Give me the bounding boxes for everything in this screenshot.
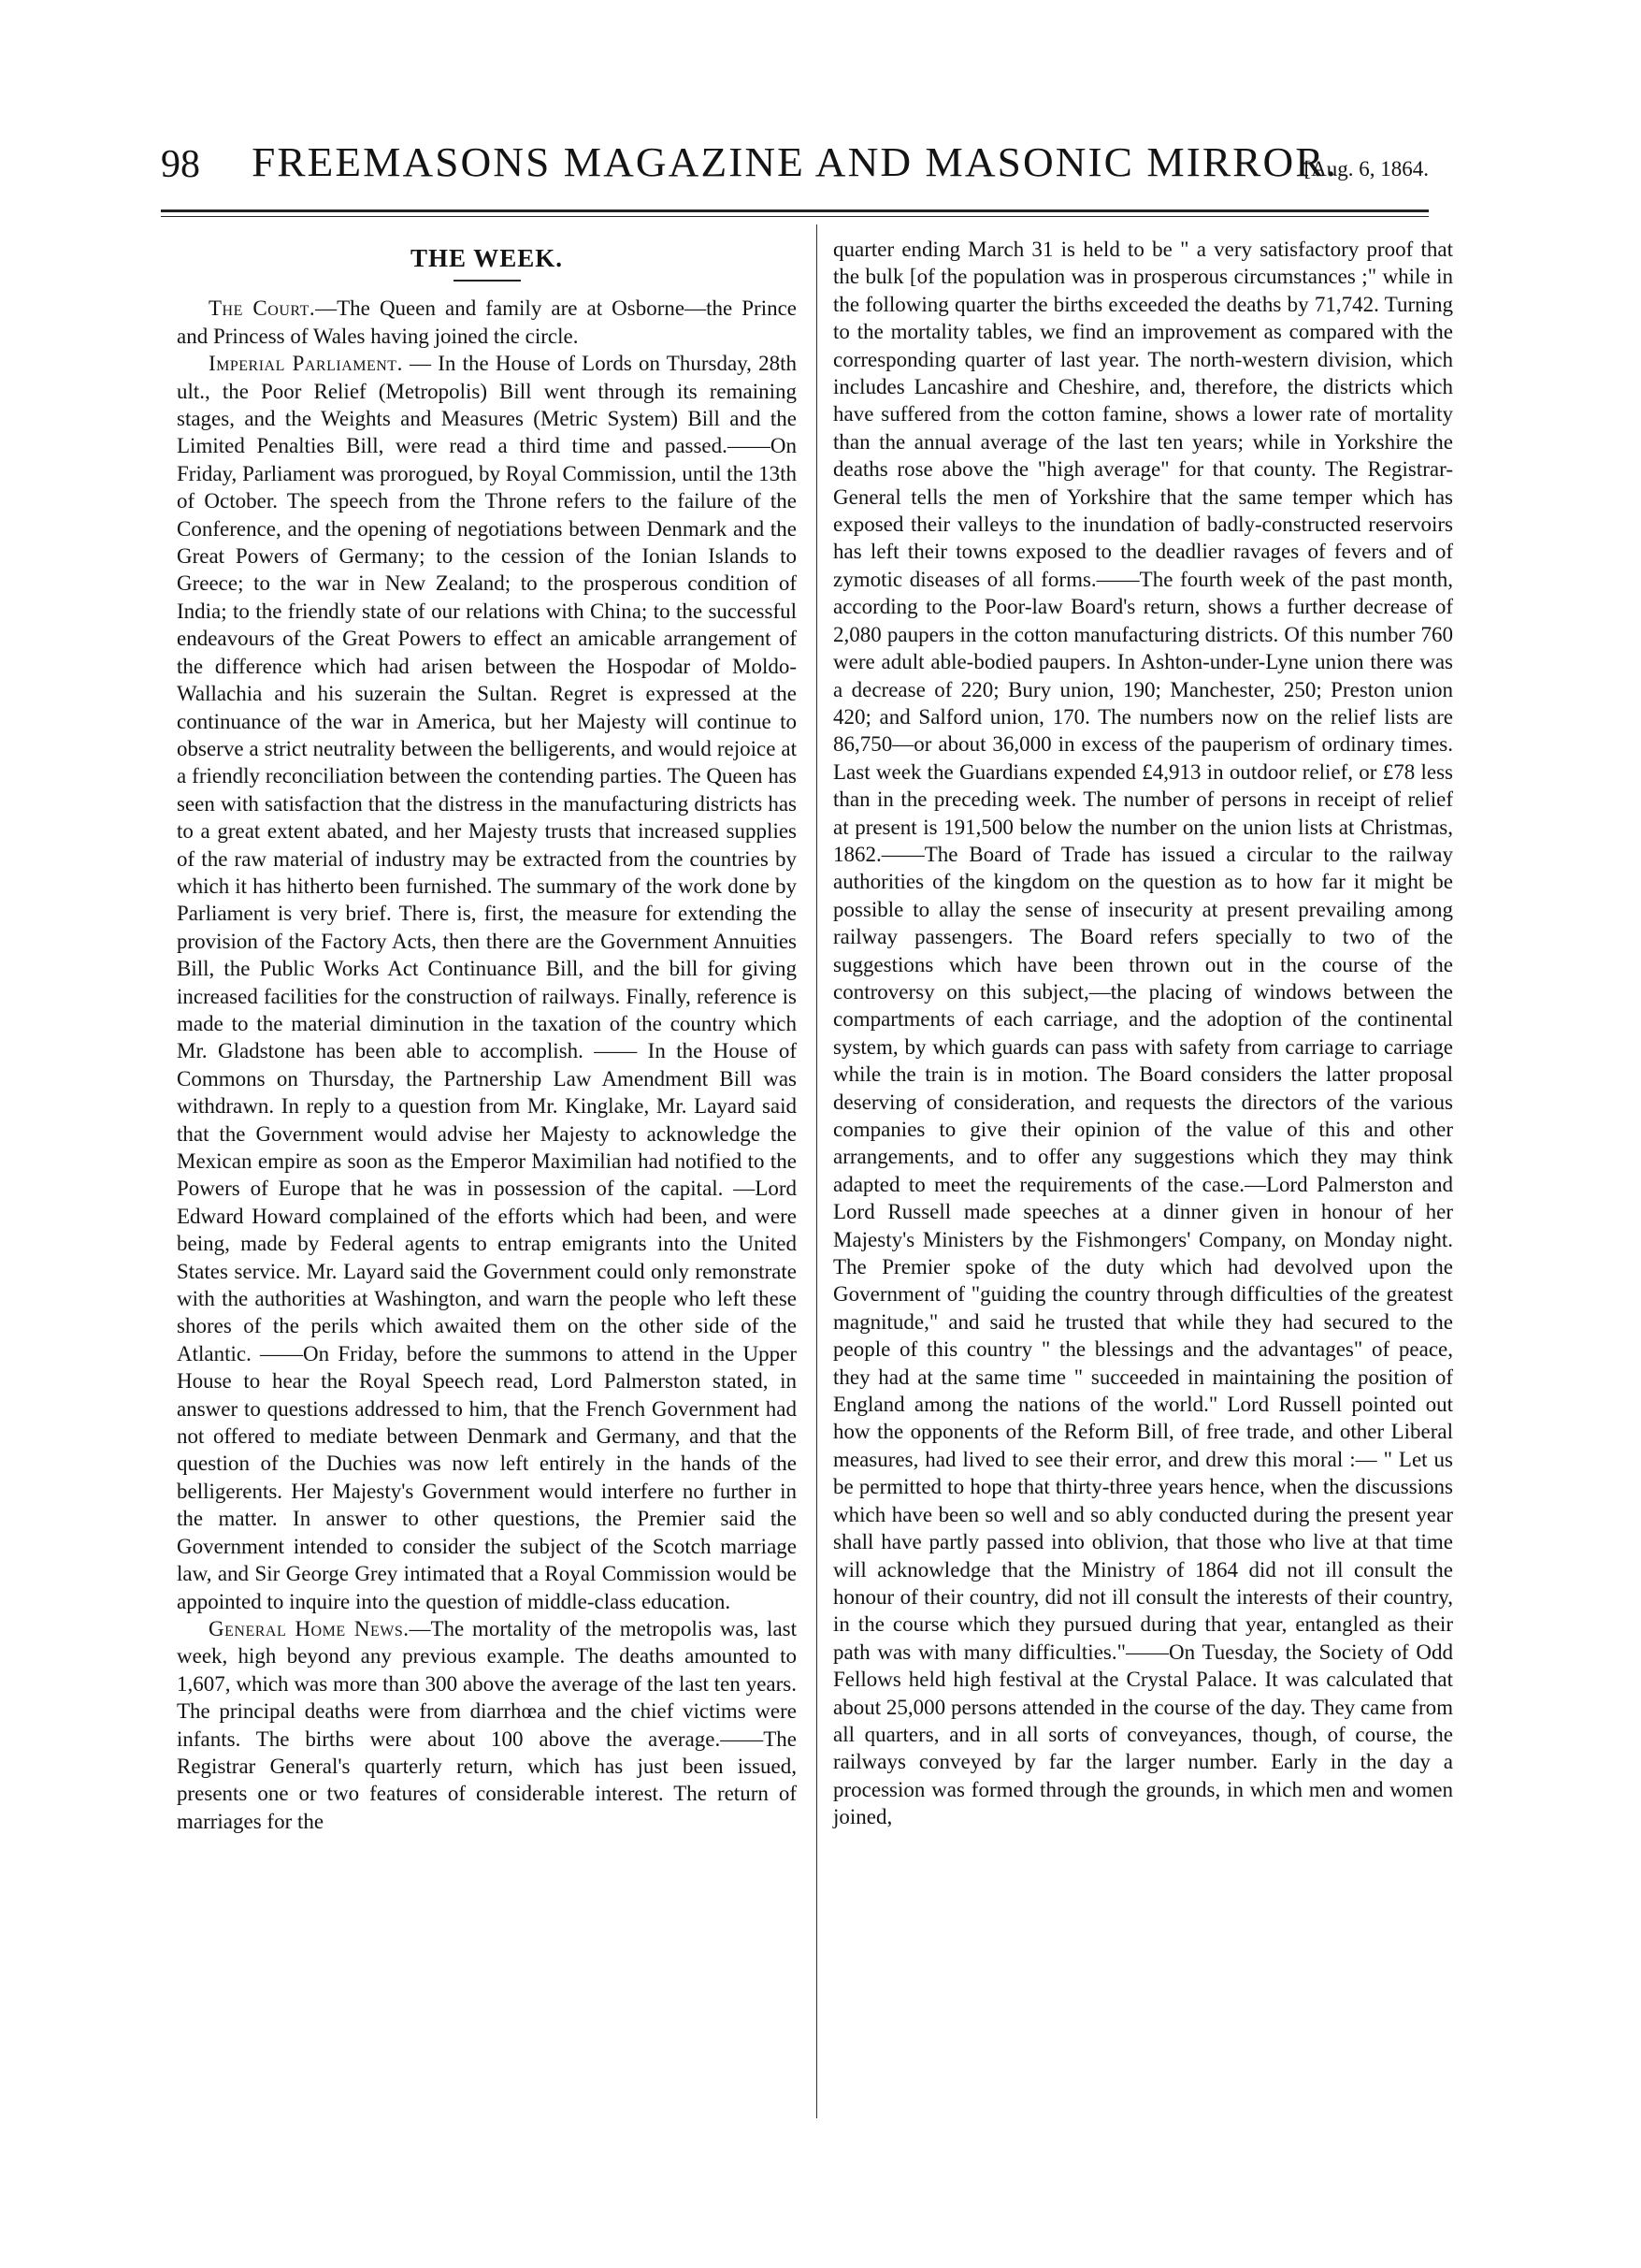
article-title: THE WEEK. (410, 244, 564, 272)
paragraph-home-news (177, 1615, 797, 1835)
paragraph-lead: Imperial Parliament. (209, 352, 403, 376)
right-column (833, 236, 1453, 1831)
paragraph-text: —The Queen and family are at Osborne—the Prince and Princess of Wales having joined the circle. (177, 296, 797, 348)
issue-date: [Aug. 6, 1864. (1303, 157, 1429, 181)
paragraph-lead: General Home News. (209, 1616, 410, 1640)
paragraph-text: —The mortality of the metropolis was, last week, high beyond any previous example. The deaths amounted to 1,607, which was more than 300 above the average of the last ten years. The principal deaths were from diarrhœa and the chief victims were infants. The births were about 100 above the average.——The Registrar General's quarterly return, which has just been issued, presents one or two features of considerable interest. The return of marriages for the (177, 1616, 797, 1833)
paragraph-court (177, 295, 797, 350)
column-divider (816, 224, 817, 2118)
header-rule (161, 209, 1429, 212)
paragraph-lead: The Court. (209, 296, 316, 321)
page-header (161, 138, 1429, 195)
header-rule-thin (161, 216, 1429, 217)
paragraph-parliament (177, 350, 797, 1615)
paragraph-continued: quarter ending March 31 is held to be " a very satisfactory proof that the bulk [of the population was in prosperous circumstances ;" while in the following quarter the births exceeded the deaths by 71,742. Turning to the mortality tables, we find an improvement as compared with the corresponding quarter of last year. The north-western division, which includes Lancashire and Cheshire, and, therefore, the districts which have suffered from the cotton famine, shows a lower rate of mortality than the annual average of the last ten years; while in Yorkshire the deaths rose above the "high average" for that county. The Registrar-General tells the men of Yorkshire that the same temper which has exposed their valleys to the inundation of badly-constructed reservoirs has left their towns exposed to the deadlier ravages of fevers and of zymotic diseases of all forms.——The fourth week of the past month, according to the Poor-law Board's return, shows a further decrease of 2,080 paupers in the cotton manufacturing districts. Of this number 760 were adult able-bodied paupers. In Ashton-under-Lyne union there was a decrease of 220; Bury union, 190; Manchester, 250; Preston union 420; and Salford union, 170. The numbers now on the relief lists are 86,750—or about 36,000 in excess of the pauperism of ordinary times. Last week the Guardians expended £4,913 in outdoor relief, or £78 less than in the preceding week. The number of persons in receipt of relief at present is 191,500 below the number on the union lists at Christmas, 1862.——The Board of Trade has issued a circular to the railway authorities of the kingdom on the question as to how far it might be possible to allay the sense of insecurity at present prevailing among railway passengers. The Board refers specially to two of the suggestions which have been thrown out in the course of the controversy on this subject,—the placing of windows between the compartments of each carriage, and the adoption of the continental system, by which guards can pass with safety from carriage to carriage while the train is in motion. The Board considers the latter proposal deserving of consideration, and requests the directors of the various companies to give their opinion of the value of this and other arrangements, and to offer any suggestions which they may think adapted to meet the requirements of the case.—Lord Palmerston and Lord Russell made speeches at a dinner given in honour of her Majesty's Ministers by the Fishmongers' Company, on Monday night. The Premier spoke of the duty which had devolved upon the Government of "guiding the country through difficulties of the greatest magnitude," and said he trusted that while they had secured to the people of this country " the blessings and the advantages" of peace, they had at the same time " succeeded in maintaining the position of England among the nations of the world." Lord Russell pointed out how the opponents of the Reform Bill, of free trade, and other Liberal measures, had lived to see their error, and drew this moral :— " Let us be permitted to hope that thirty-three years hence, when the discussions which have been so well and so ably conducted during the present year shall have partly passed into oblivion, that those who live at that time will acknowledge that the Ministry of 1864 did not ill consult the honour of their country, did not ill consult the interests of their country, in the course which they pursued during that year, entangled as their path was with many difficulties."——On Tuesday, the Society of Odd Fellows held high festival at the Crystal Palace. It was calculated that about 25,000 persons attended in the course of the day. They came from all quarters, and in all sorts of conveyances, though, of course, the railways conveyed by far the larger number. Early in the day a procession was formed through the grounds, in which men and women joined, (833, 238, 1453, 1829)
title-rule (453, 280, 521, 282)
paragraph-text: — In the House of Lords on Thursday, 28th ult., the Poor Relief (Metropolis) Bill went through its remaining stages, and the Weights and Measures (Metric System) Bill and the Limited Penalties Bill, were read a third time and passed.——On Friday, Parliament was prorogued, by Royal Commission, until the 13th of October. The speech from the Throne refers to the failure of the Conference, and the opening of negotiations between Denmark and the Great Powers of Germany; to the cession of the Ionian Islands to Greece; to the war in New Zealand; to the prosperous condition of India; to the friendly state of our relations with China; to the successful endeavours of the Great Powers to effect an amicable arrangement of the difference which had arisen between the Hospodar of Moldo-Wallachia and his suzerain the Sultan. Regret is expressed at the continuance of the war in America, but her Majesty will continue to observe a strict neutrality between the belligerents, and would rejoice at a friendly reconciliation between the contending parties. The Queen has seen with satisfaction that the distress in the manufacturing districts has to a great extent abated, and her Majesty trusts that increased supplies of the raw material of industry may be extracted from the countries by which it has hitherto been furnished. The summary of the work done by Parliament is very brief. There is, first, the measure for extending the provision of the Factory Acts, then there are the Government Annuities Bill, the Public Works Act Continuance Bill, and the bill for giving increased facilities for the construction of railways. Finally, reference is made to the material diminution in the taxation of the country which Mr. Gladstone has been able to accomplish. —— In the House of Commons on Thursday, the Partnership Law Amendment Bill was withdrawn. In reply to a question from Mr. Kinglake, Mr. Layard said that the Government would advise her Majesty to acknowledge the Mexican empire as soon as the Emperor Maximilian had notified to the Powers of Europe that he was in possession of the capital. —Lord Edward Howard complained of the efforts which had been, and were being, made by Federal agents to entrap emigrants into the United States service. Mr. Layard said the Government could only remonstrate with the authorities at Washington, and warn the people who left these shores of the perils which awaited them on the other side of the Atlantic. ——On Friday, before the summons to attend in the Upper House to hear the Royal Speech read, Lord Palmerston stated, in answer to questions addressed to him, that the French Government had not offered to mediate between Denmark and Germany, and that the question of the Duchies was now left entirely in the hands of the belligerents. Her Majesty's Government would interfere no further in the matter. In answer to other questions, the Premier said the Government intended to consider the subject of the Scotch marriage law, and Sir George Grey intimated that a Royal Commission would be appointed to inquire into the question of middle-class education. (177, 352, 798, 1613)
left-column (177, 245, 797, 1835)
page-number: 98 (161, 143, 200, 186)
masthead-title: FREEMASONS MAGAZINE AND MASONIC MIRROR. (252, 139, 1338, 185)
